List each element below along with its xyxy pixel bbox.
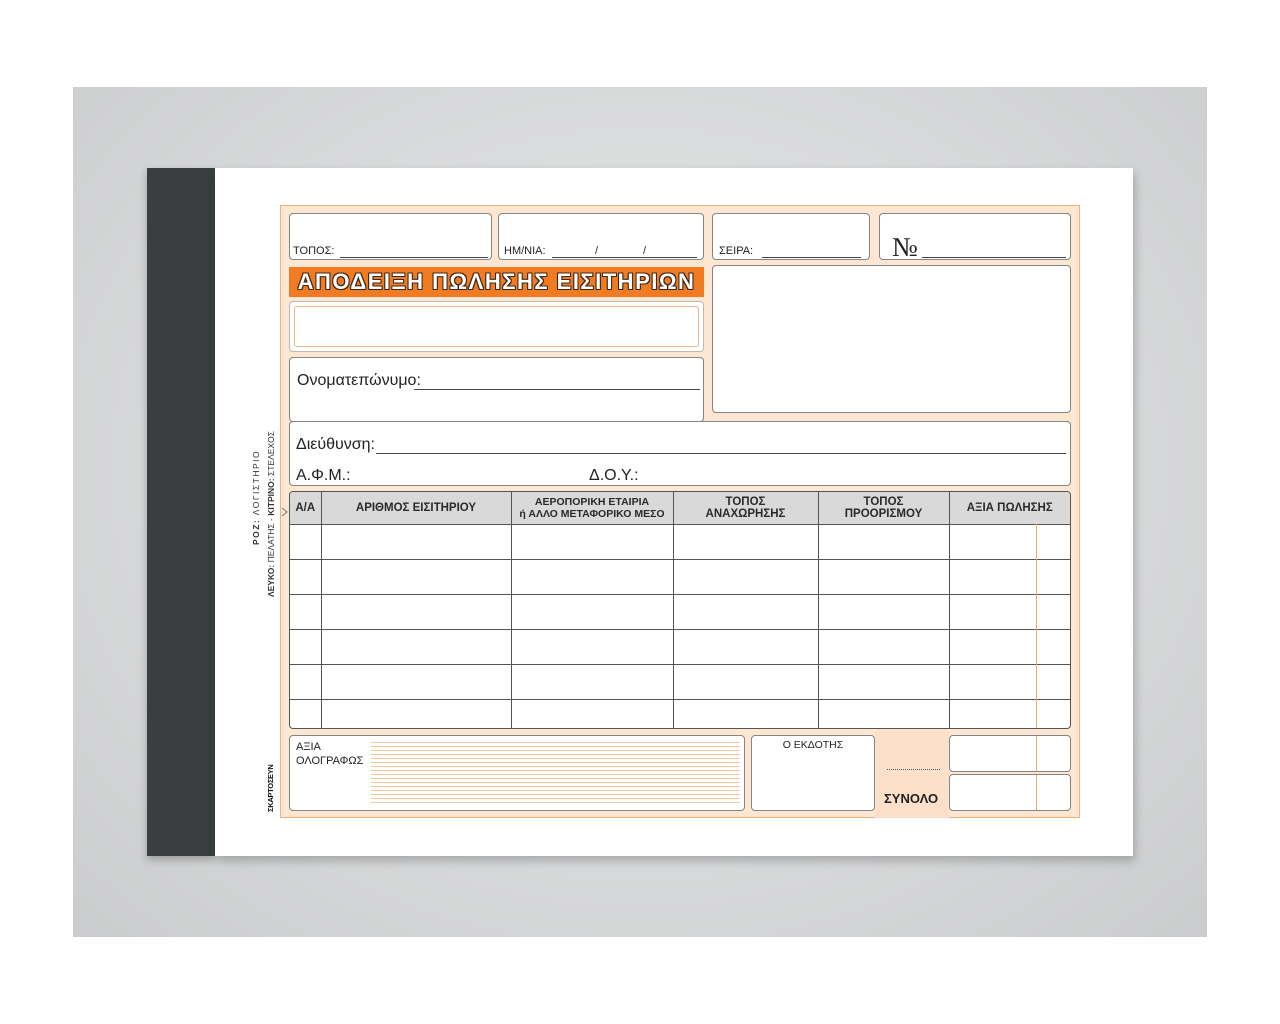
table-body bbox=[290, 525, 1070, 730]
cents-divider-line bbox=[1036, 736, 1037, 771]
place-label: ΤΟΠΟΣ: bbox=[293, 245, 335, 257]
table-cell bbox=[818, 525, 949, 560]
total-label: ΣΥΝΟΛΟ bbox=[884, 791, 939, 806]
date-separator: / bbox=[595, 245, 599, 257]
table-cell bbox=[290, 700, 321, 730]
table-cell bbox=[290, 525, 321, 560]
amount-words-lines bbox=[371, 742, 740, 806]
issuer-label: Ο ΕΚΔΟΤΗΣ bbox=[782, 739, 844, 751]
date-label: ΗΜ/ΝΙΑ: bbox=[504, 245, 546, 257]
tax-office-label: Δ.Ο.Υ.: bbox=[589, 467, 639, 484]
table-cell bbox=[321, 630, 511, 665]
series-line bbox=[762, 257, 861, 258]
table-cell bbox=[673, 630, 818, 665]
header-text: ΑΡΙΘΜΟΣ ΕΙΣΙΤΗΡΙΟΥ bbox=[355, 502, 477, 514]
table-cell bbox=[949, 525, 1070, 560]
table-row bbox=[290, 665, 1070, 700]
amount-words-label: ΟΛΟΓΡΑΦΩΣ bbox=[296, 755, 364, 767]
series-label: ΣΕΙΡΑ: bbox=[719, 245, 754, 257]
table-row bbox=[290, 595, 1070, 630]
total-box bbox=[949, 774, 1071, 811]
table-cell bbox=[511, 595, 673, 630]
receipt-form bbox=[280, 205, 1080, 818]
subtotal-box bbox=[949, 735, 1071, 772]
place-line bbox=[340, 257, 488, 258]
table-cell bbox=[818, 665, 949, 700]
booklet-binding bbox=[147, 168, 215, 856]
name-line bbox=[414, 389, 700, 390]
header-text: ΑΝΑΧΩΡΗΣΗΣ bbox=[705, 508, 786, 520]
header-text: ΠΡΟΟΡΙΣΜΟΥ bbox=[844, 508, 923, 520]
header-text: ΑΕΡΟΠΟΡΙΚΗ ΕΤΑΙΡΙΑ bbox=[534, 496, 650, 508]
table-cell bbox=[321, 595, 511, 630]
copy-recipient: ΣΤΕΛΕΧΟΣ bbox=[266, 431, 276, 477]
tickets-table bbox=[289, 491, 1071, 729]
form-title: ΑΠΟΔΕΙΞΗ ΠΩΛΗΣΗΣ ΕΙΣΙΤΗΡΙΩΝ bbox=[289, 267, 704, 297]
address-label: Διεύθυνση: bbox=[296, 436, 375, 453]
header-text: ΤΟΠΟΣ bbox=[725, 496, 766, 508]
copy-recipient: ΛΟΓΙΣΤΗΡΙΟ bbox=[251, 449, 261, 516]
place-field bbox=[289, 213, 492, 260]
stamp-area bbox=[712, 265, 1071, 413]
header-serial bbox=[290, 492, 321, 525]
printer-logo: ΣΚΑΡΤΟΣΕΥΝ bbox=[266, 764, 275, 812]
issuer-details-inner bbox=[294, 306, 699, 347]
tickets-grid bbox=[290, 492, 1070, 729]
name-label: Ονοματεπώνυμο: bbox=[297, 372, 421, 389]
table-cell bbox=[949, 665, 1070, 700]
table-cell bbox=[673, 525, 818, 560]
table-row bbox=[290, 560, 1070, 595]
copy-separator: - bbox=[266, 518, 276, 521]
table-cell bbox=[818, 700, 949, 730]
date-field bbox=[498, 213, 704, 260]
address-line bbox=[376, 453, 1066, 454]
table-row bbox=[290, 630, 1070, 665]
table-row bbox=[290, 700, 1070, 730]
number-sign: № bbox=[892, 232, 918, 262]
header-departure bbox=[673, 492, 818, 525]
copy-color-label: ΚΙΤΡΙΝΟ: bbox=[266, 478, 276, 516]
header-text: ή ΑΛΛΟ ΜΕΤΑΦΟΡΙΚΟ ΜΕΣΟ bbox=[519, 508, 665, 520]
table-cell bbox=[673, 700, 818, 730]
cents-divider-line bbox=[1036, 524, 1037, 728]
table-cell bbox=[949, 595, 1070, 630]
name-field bbox=[289, 357, 704, 422]
fold-arrow-icon bbox=[281, 507, 288, 517]
table-cell bbox=[673, 560, 818, 595]
table-cell bbox=[290, 560, 321, 595]
total-area bbox=[875, 730, 949, 818]
header-ticket-number bbox=[321, 492, 511, 525]
amount-in-words-field bbox=[289, 735, 745, 811]
header-sale-value bbox=[949, 492, 1070, 525]
table-cell bbox=[511, 525, 673, 560]
table-cell bbox=[949, 560, 1070, 595]
table-cell bbox=[321, 525, 511, 560]
header-text: Α/Α bbox=[295, 502, 316, 514]
table-cell bbox=[673, 665, 818, 700]
table-cell bbox=[673, 595, 818, 630]
number-field bbox=[879, 213, 1071, 260]
copy-color-label: ΛΕΥΚΟ: bbox=[266, 564, 276, 597]
copy-color-label: ΡΟΖ: bbox=[251, 518, 261, 545]
amount-words-label: ΑΞΙΑ bbox=[296, 741, 321, 753]
address-field bbox=[289, 421, 1071, 486]
date-line bbox=[552, 257, 697, 258]
issuer-details-box bbox=[289, 301, 704, 352]
table-cell bbox=[321, 665, 511, 700]
table-header-row bbox=[290, 492, 1070, 525]
header-text: ΑΞΙΑ ΠΩΛΗΣΗΣ bbox=[966, 502, 1053, 514]
table-cell bbox=[511, 630, 673, 665]
table-cell bbox=[290, 665, 321, 700]
header-carrier bbox=[511, 492, 673, 525]
copy-note-white-yellow bbox=[266, 431, 276, 597]
table-cell bbox=[290, 595, 321, 630]
header-text: ΤΟΠΟΣ bbox=[863, 496, 904, 508]
table-cell bbox=[818, 630, 949, 665]
number-line bbox=[922, 257, 1066, 258]
table-cell bbox=[321, 700, 511, 730]
table-cell bbox=[949, 630, 1070, 665]
table-row bbox=[290, 525, 1070, 560]
issuer-signature-box bbox=[751, 735, 875, 811]
cents-divider-line bbox=[1036, 775, 1037, 810]
tax-id-label: Α.Φ.Μ.: bbox=[296, 467, 351, 484]
table-cell bbox=[511, 560, 673, 595]
header-destination bbox=[818, 492, 949, 525]
table-cell bbox=[290, 630, 321, 665]
copy-recipient: ΠΕΛΑΤΗΣ bbox=[266, 523, 276, 563]
table-cell bbox=[511, 700, 673, 730]
table-cell bbox=[511, 665, 673, 700]
table-cell bbox=[818, 560, 949, 595]
copy-note-pink bbox=[251, 450, 261, 545]
date-separator: / bbox=[643, 245, 647, 257]
table-cell bbox=[818, 595, 949, 630]
total-dotted-line bbox=[887, 769, 940, 770]
table-cell bbox=[321, 560, 511, 595]
table-cell bbox=[949, 700, 1070, 730]
series-field bbox=[712, 213, 870, 260]
